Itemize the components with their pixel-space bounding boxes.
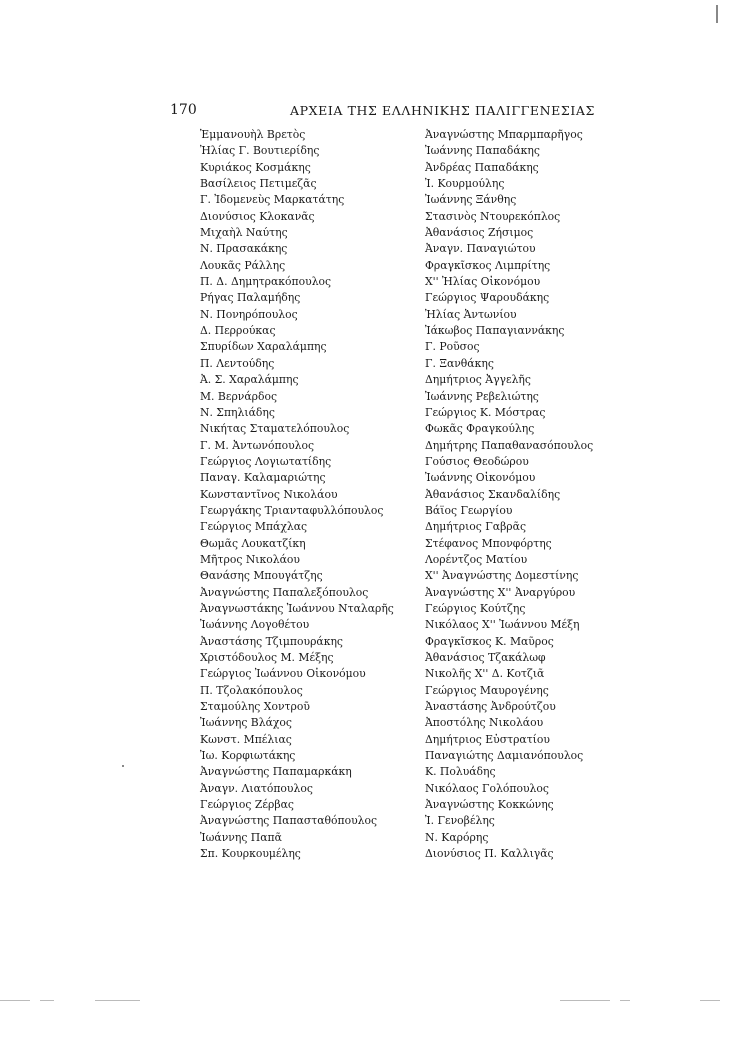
name-entry: Π. Τζολακόπουλος xyxy=(200,683,303,697)
name-entry: Λορέντζος Ματίου xyxy=(425,552,528,566)
name-entry: Ἰάκωβος Παπαγιαννάκης xyxy=(425,324,565,338)
scan-mark xyxy=(0,1000,30,1001)
name-entry: Ἀθανάσιος Σκανδαλίδης xyxy=(425,487,561,501)
name-entry: Γεώργιος Μαυρογένης xyxy=(425,683,549,697)
name-entry: Θωμᾶς Λουκατζίκη xyxy=(200,536,306,550)
name-entry: Δημήτρης Παπαθανασόπουλος xyxy=(425,438,594,452)
name-entry: Ἠλίας Γ. Βουτιερίδης xyxy=(200,144,320,158)
name-entry: Γεώργιος Κ. Μόστρας xyxy=(425,405,546,419)
name-entry: Κωνσταντῖνος Νικολάου xyxy=(200,487,338,501)
name-entry: Νικολῆς Χ'' Δ. Κοτζιᾶ xyxy=(425,667,545,681)
name-entry: Δημήτριος Γαβρᾶς xyxy=(425,520,526,534)
name-entry: Νικόλαος Γολόπουλος xyxy=(425,781,549,795)
name-entry: Δημήτριος Εὐστρατίου xyxy=(425,732,550,746)
name-entry: Γ. Ἰδομενεὺς Μαρκατάτης xyxy=(200,193,345,207)
name-entry: Διονύσιος Π. Καλλιγᾶς xyxy=(425,847,554,861)
name-entry: Δ. Περρούκας xyxy=(200,324,276,338)
name-entry: Ἀθανάσιος Ζήσιμος xyxy=(425,226,534,240)
name-entry: Ἀναγνώστης Χ'' Ἀναργύρου xyxy=(425,585,576,599)
name-entry: Γεώργιος Ἰωάννου Οἰκονόμου xyxy=(200,667,366,681)
name-entry: Κωνστ. Μπέλιας xyxy=(200,732,292,746)
name-entry: Νικόλαος Χ'' Ἰωάννου Μέξη xyxy=(425,618,580,632)
name-entry: Ἠλίας Ἀντωνίου xyxy=(425,307,517,321)
name-entry: Ν. Σπηλιάδης xyxy=(200,405,275,419)
page-number: 170 xyxy=(170,102,197,118)
name-entry: Γεώργιος Κούτζης xyxy=(425,601,526,615)
name-entry: Π. Λεντούδης xyxy=(200,356,275,370)
name-entry: Κυριάκος Κοσμάκης xyxy=(200,160,311,174)
name-entry: Στέφανος Μπονφόρτης xyxy=(425,536,552,550)
name-entry: Ἰωάννης Παπαδάκης xyxy=(425,144,540,158)
name-entry: Φραγκῖσκος Κ. Μαῦρος xyxy=(425,634,554,648)
name-entry: Ἰ. Κουρμούλης xyxy=(425,177,505,191)
name-entry: Σπυρίδων Χαραλάμπης xyxy=(200,340,327,354)
name-entry: Χριστόδουλος Μ. Μέξης xyxy=(200,651,334,664)
scan-mark xyxy=(716,5,718,23)
name-entry: Μ. Βερνάρδος xyxy=(200,389,278,403)
name-entry: Γ. Ροῦσος xyxy=(425,340,480,354)
name-entry: Ἀναστάσης Τζιμπουράκης xyxy=(200,634,343,648)
name-entry: Χ'' Ἀναγνώστης Δομεστίνης xyxy=(425,569,579,583)
right-name-column xyxy=(425,127,625,862)
name-entry: Μιχαὴλ Ναύτης xyxy=(200,226,288,240)
name-entry: Γούσιος Θεοδώρου xyxy=(425,454,529,468)
name-entry: Ἰωάννης Οἰκονόμου xyxy=(425,471,536,485)
name-entry: Ἀναγνώστης Παπαλεξόπουλος xyxy=(200,585,369,599)
name-entry: Ἰω. Κορφιωτάκης xyxy=(200,749,296,763)
name-entry: Ἰωάννης Βλάχος xyxy=(200,716,292,730)
name-entry: Ν. Πρασακάκης xyxy=(200,242,288,256)
name-entry: Ἀναγνώστης Μπαρμπαρῆγος xyxy=(425,128,583,141)
name-entry: Ἀ. Σ. Χαραλάμπης xyxy=(200,373,299,387)
name-entry: Π. Δ. Δημητρακόπουλος xyxy=(200,275,332,289)
name-entry: Γεώργιος Ζέρβας xyxy=(200,798,294,812)
name-entry: Γεωργάκης Τριανταφυλλόπουλος xyxy=(200,503,384,517)
name-entry: Ἀναγν. Παναγιώτου xyxy=(425,242,536,256)
name-entry: Παναγ. Καλαμαριώτης xyxy=(200,471,326,485)
name-entry: Θανάσης Μπουγάτζης xyxy=(200,569,323,583)
name-entry: Παναγιώτης Δαμιανόπουλος xyxy=(425,749,584,763)
running-title: ΑΡΧΕΙΑ ΤΗΣ ΕΛΛΗΝΙΚΗΣ ΠΑΛΙΓΓΕΝΕΣΙΑΣ xyxy=(290,103,595,118)
scan-mark xyxy=(122,765,124,767)
name-entry: Ἰωάννης Ξάνθης xyxy=(425,193,517,207)
name-entry: Ἀναστάσης Ἀνδρούτζου xyxy=(425,700,556,714)
name-entry: Γ. Ξανθάκης xyxy=(425,356,494,370)
name-entry: Ἰ. Γενοβέλης xyxy=(425,814,495,828)
name-entry: Ἀναγνώστης Παπαμαρκάκη xyxy=(200,765,352,779)
name-entry: Ἀναγν. Λιατόπουλος xyxy=(200,781,313,795)
name-entry: Ἀναγνωστάκης Ἰωάννου Νταλαρῆς xyxy=(200,601,394,615)
name-entry: Γ. Μ. Ἀντωνόπουλος xyxy=(200,438,315,452)
name-entry: Γεώργιος Ψαρουδάκης xyxy=(425,291,550,305)
name-entry: Ἰωάννης Ρεβελιώτης xyxy=(425,389,539,403)
name-entry: Δημήτριος Ἀγγελῆς xyxy=(425,373,531,387)
name-entry: Στασινὸς Ντουρεκόπλος xyxy=(425,209,561,223)
name-entry: Σταμούλης Χοντροῦ xyxy=(200,700,310,714)
name-entry: Γεώργιος Λογιωτατίδης xyxy=(200,454,332,468)
name-entry: Ἰωάννης Παπᾶ xyxy=(200,830,282,844)
name-entry: Ἰωάννης Λογοθέτου xyxy=(200,618,310,632)
scan-mark xyxy=(620,1000,630,1001)
name-entry: Ἐμμανουὴλ Βρετὸς xyxy=(200,128,306,141)
name-entry: Λουκᾶς Ράλλης xyxy=(200,258,286,272)
name-entry: Φραγκῖσκος Λιμπρίτης xyxy=(425,258,551,272)
name-entry: Διονύσιος Κλοκανᾶς xyxy=(200,209,315,223)
name-entry: Ἀνδρέας Παπαδάκης xyxy=(425,160,539,174)
name-entry: Ἀποστόλης Νικολάου xyxy=(425,716,544,730)
name-entry: Σπ. Κουρκουμέλης xyxy=(200,847,301,861)
name-entry: Ν. Πονηρόπουλος xyxy=(200,307,298,321)
name-entry: Ἀναγνώστης Παπασταθόπουλος xyxy=(200,814,378,828)
left-name-column xyxy=(200,127,410,862)
name-entry: Κ. Πολυάδης xyxy=(425,765,496,779)
name-entry: Ἀναγνώστης Κοκκώνης xyxy=(425,798,554,812)
scan-mark xyxy=(560,1000,610,1001)
scan-mark xyxy=(700,1000,720,1001)
name-entry: Βάϊος Γεωργίου xyxy=(425,503,513,517)
name-entry: Βασίλειος Πετιμεζᾶς xyxy=(200,177,317,191)
scan-mark xyxy=(40,1000,54,1001)
name-entry: Ν. Καρόρης xyxy=(425,830,489,844)
scan-mark xyxy=(95,1000,140,1001)
name-entry: Νικήτας Σταματελόπουλος xyxy=(200,422,350,436)
name-entry: Ἀθανάσιος Τζακάλωφ xyxy=(425,651,546,664)
name-entry: Χ'' Ἠλίας Οἰκονόμου xyxy=(425,275,541,289)
name-entry: Φωκᾶς Φραγκούλης xyxy=(425,422,535,436)
name-entry: Μῆτρος Νικολάου xyxy=(200,552,300,566)
name-entry: Ρήγας Παλαμήδης xyxy=(200,291,301,305)
name-entry: Γεώργιος Μπάχλας xyxy=(200,520,308,534)
